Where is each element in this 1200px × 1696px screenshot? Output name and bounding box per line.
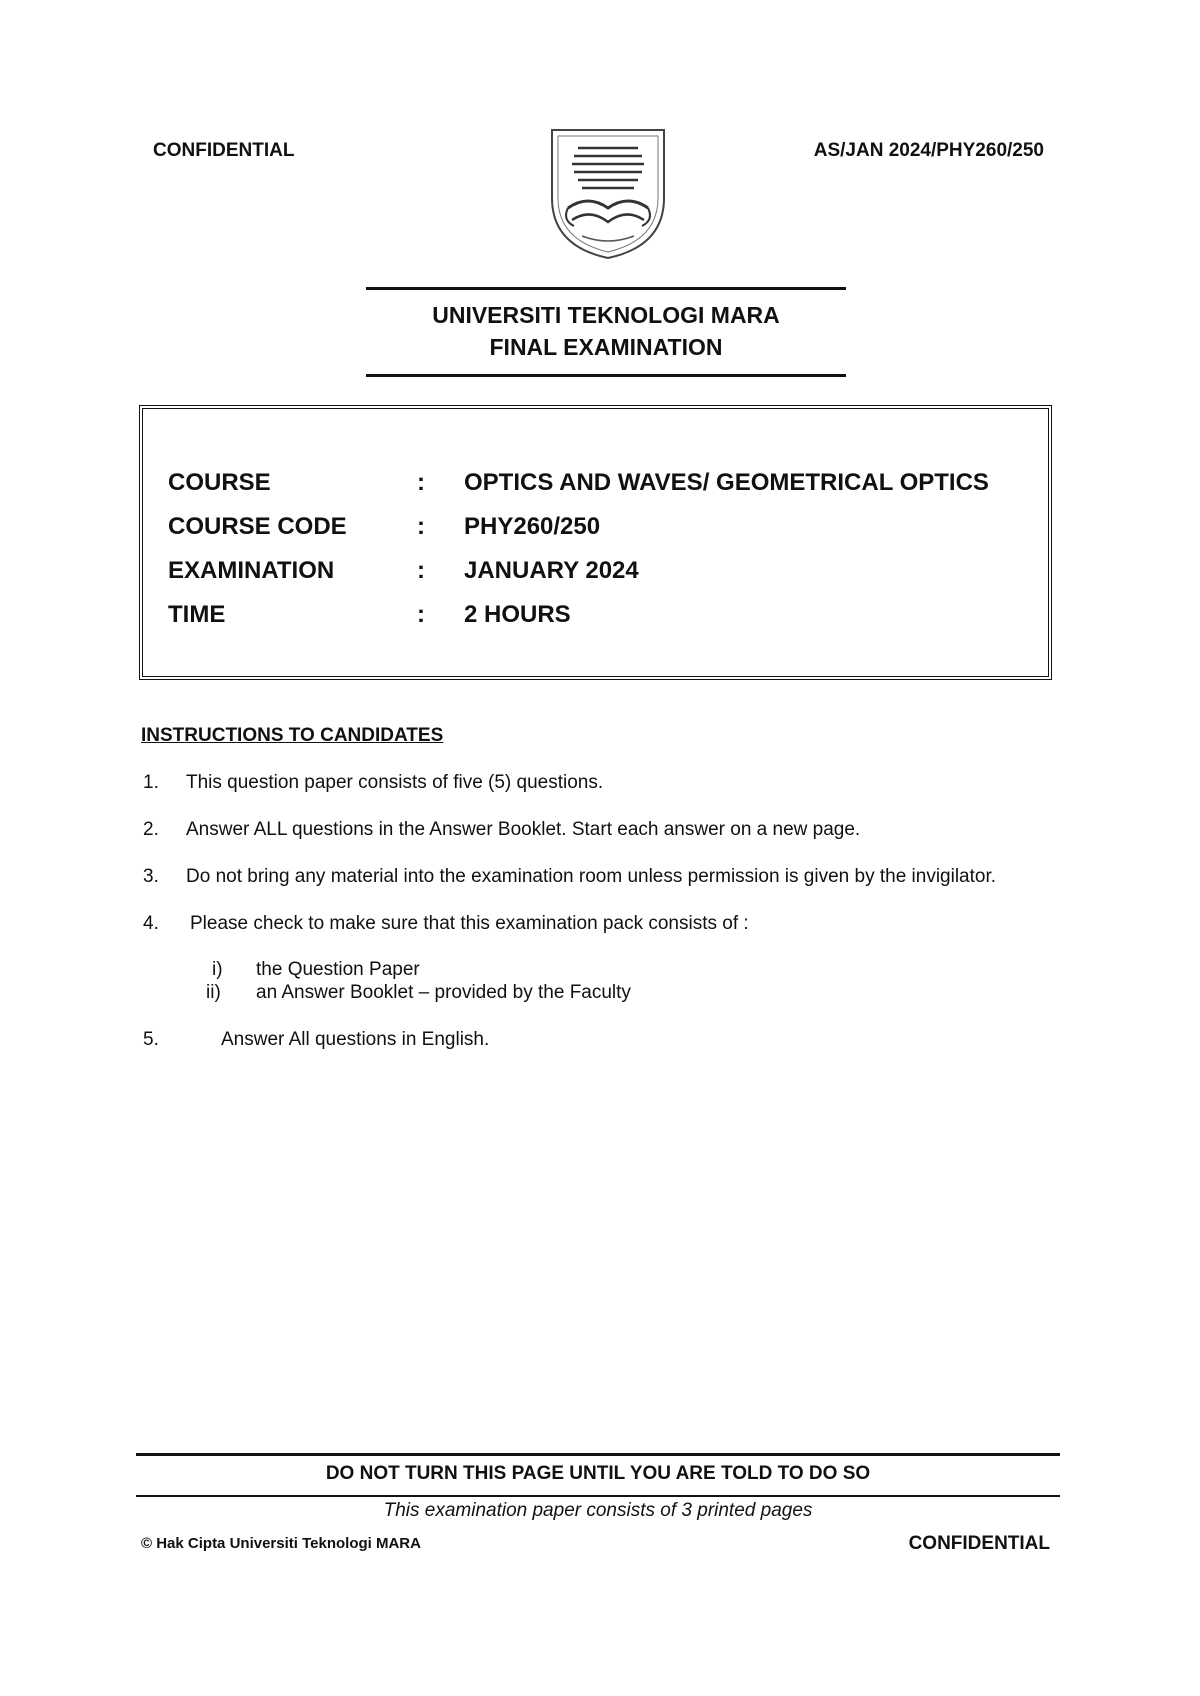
sub-instruction-text: an Answer Booklet – provided by the Faculty — [256, 982, 631, 1003]
info-colon: : — [417, 469, 425, 496]
info-label: TIME — [168, 601, 226, 628]
sub-instruction-number: ii) — [206, 982, 221, 1003]
footer-confidential: CONFIDENTIAL — [908, 1533, 1050, 1554]
do-not-turn-warning: DO NOT TURN THIS PAGE UNTIL YOU ARE TOLD TO DO SO — [325, 1463, 871, 1484]
exam-title: FINAL EXAMINATION — [489, 334, 723, 360]
info-colon: : — [417, 601, 425, 628]
instruction-number: 4. — [143, 913, 159, 934]
sub-instruction-text: the Question Paper — [256, 959, 420, 980]
info-value: 2 HOURS — [464, 601, 571, 628]
sub-instruction-number: i) — [212, 959, 223, 980]
info-label: EXAMINATION — [168, 557, 335, 584]
instruction-text: Answer ALL questions in the Answer Booklet. Start each answer on a new page. — [186, 819, 861, 840]
info-colon: : — [417, 557, 425, 584]
instruction-number: 2. — [143, 819, 159, 840]
instruction-text: This question paper consists of five (5) questions. — [186, 772, 604, 793]
info-value: PHY260/250 — [464, 513, 601, 540]
course-info-box — [139, 405, 1052, 680]
instructions-heading: INSTRUCTIONS TO CANDIDATES — [141, 725, 444, 746]
page-count-note: This examination paper consists of 3 printed pages — [383, 1500, 813, 1521]
header-paper-code: AS/JAN 2024/PHY260/250 — [813, 140, 1044, 161]
instruction-text: Answer All questions in English. — [221, 1029, 490, 1050]
info-colon: : — [417, 513, 425, 540]
footer-rule-top — [136, 1453, 1060, 1456]
footer-rule-bottom — [136, 1495, 1060, 1497]
instruction-number: 3. — [143, 866, 159, 887]
title-rule-bottom — [366, 374, 846, 377]
header-confidential: CONFIDENTIAL — [153, 140, 295, 161]
instruction-text: Do not bring any material into the examination room unless permission is given by the invigilator. — [186, 866, 997, 887]
info-value: OPTICS AND WAVES/ GEOMETRICAL OPTICS — [464, 469, 989, 496]
instruction-text: Please check to make sure that this examination pack consists of : — [190, 913, 749, 934]
title-rule-top — [366, 287, 846, 290]
university-name: UNIVERSITI TEKNOLOGI MARA — [432, 302, 780, 328]
info-value: JANUARY 2024 — [464, 557, 639, 584]
instruction-number: 1. — [143, 772, 159, 793]
instruction-number: 5. — [143, 1029, 159, 1050]
info-label: COURSE CODE — [168, 513, 347, 540]
university-crest-icon — [548, 128, 668, 260]
copyright-notice: © Hak Cipta Universiti Teknologi MARA — [141, 1535, 421, 1552]
info-label: COURSE — [168, 469, 271, 496]
